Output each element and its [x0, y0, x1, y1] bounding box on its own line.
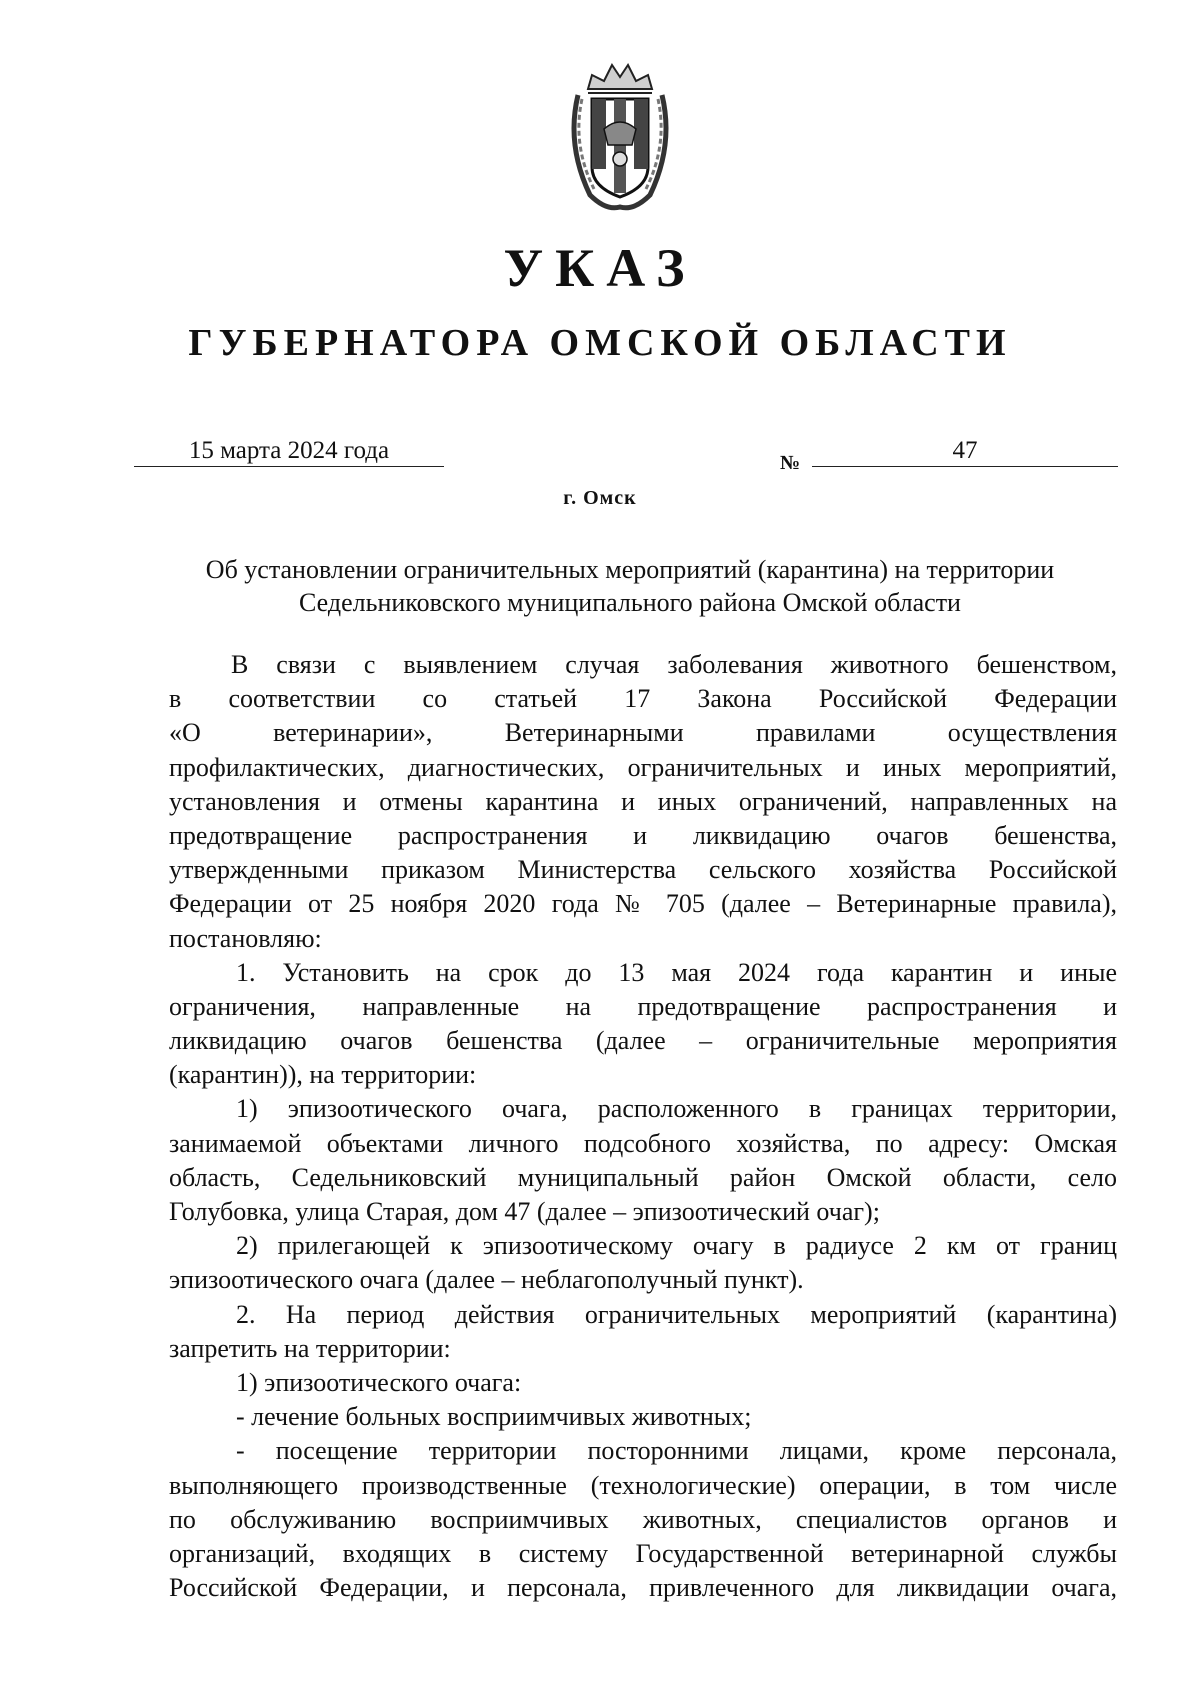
number-sign: №: [780, 452, 801, 474]
document-city: г. Омск: [563, 487, 637, 509]
document-number: 47: [812, 436, 1118, 467]
heading-line: Седельниковского муниципального района Омской области: [299, 588, 961, 617]
body-line: запретить на территории:: [169, 1333, 451, 1363]
document-subtitle: ГУБЕРНАТОРА ОМСКОЙ ОБЛАСТИ: [188, 322, 1012, 364]
body-line: Федерации от 25 ноября 2020 года № 705 (далее – Ветеринарные правила),: [169, 889, 1117, 919]
body-line: предотвращение распространения и ликвидацию очагов бешенства,: [169, 820, 1117, 850]
heading-line: Об установлении ограничительных мероприятий (карантина) на территории: [205, 555, 1055, 584]
document-title: УКАЗ: [503, 238, 697, 298]
body-line: профилактических, диагностических, ограничительных и иных мероприятий,: [169, 752, 1117, 782]
body-line: выполняющего производственные (технологические) операции, в том числе: [169, 1470, 1117, 1500]
body-line: по обслуживанию восприимчивых животных, специалистов органов и: [169, 1504, 1117, 1534]
body-line: 1) эпизоотического очага:: [236, 1367, 522, 1397]
decree-heading: [150, 553, 1110, 619]
decree-body: [169, 648, 1117, 1605]
body-line: занимаемой объектами личного подсобного хозяйства, по адресу: Омская: [169, 1128, 1117, 1158]
body-line: постановляю:: [169, 923, 322, 953]
coat-of-arms-emblem: [560, 55, 680, 215]
body-line: «О ветеринарии», Ветеринарными правилами осуществления: [169, 718, 1117, 748]
body-line: (карантин)), на территории:: [169, 1060, 477, 1090]
body-line: ограничения, направленные на предотвращение распространения и: [169, 991, 1117, 1021]
body-line: - лечение больных восприимчивых животных;: [236, 1402, 752, 1432]
body-line: - посещение территории посторонними лицами, кроме персонала,: [236, 1436, 1117, 1466]
body-line: 1. Установить на срок до 13 мая 2024 года карантин и иные: [236, 957, 1117, 987]
body-line: установления и отмены карантина и иных ограничений, направленных на: [169, 786, 1117, 816]
body-line: 1) эпизоотического очага, расположенного в границах территории,: [236, 1094, 1117, 1124]
body-line: в соответствии со статьей 17 Закона Российской Федерации: [169, 684, 1117, 714]
body-line: 2) прилегающей к эпизоотическому очагу в радиусе 2 км от границ: [236, 1231, 1117, 1261]
document-date: 15 марта 2024 года: [134, 436, 444, 467]
body-line: утвержденными приказом Министерства сельского хозяйства Российской: [169, 855, 1117, 885]
body-line: Голубовка, улица Старая, дом 47 (далее – эпизоотический очаг);: [169, 1197, 880, 1226]
body-line: область, Седельниковский муниципальный район Омской области, село: [169, 1162, 1117, 1192]
body-line: ликвидацию очагов бешенства (далее – ограничительные мероприятия: [169, 1026, 1117, 1056]
body-line: В связи с выявлением случая заболевания животного бешенством,: [231, 650, 1117, 679]
body-line: организаций, входящих в систему Государственной ветеринарной службы: [169, 1538, 1117, 1568]
body-line: эпизоотического очага (далее – неблагополучный пункт).: [169, 1265, 804, 1295]
body-line: 2. На период действия ограничительных мероприятий (карантина): [236, 1299, 1117, 1329]
body-line: Российской Федерации, и персонала, привлеченного для ликвидации очага,: [169, 1573, 1117, 1603]
